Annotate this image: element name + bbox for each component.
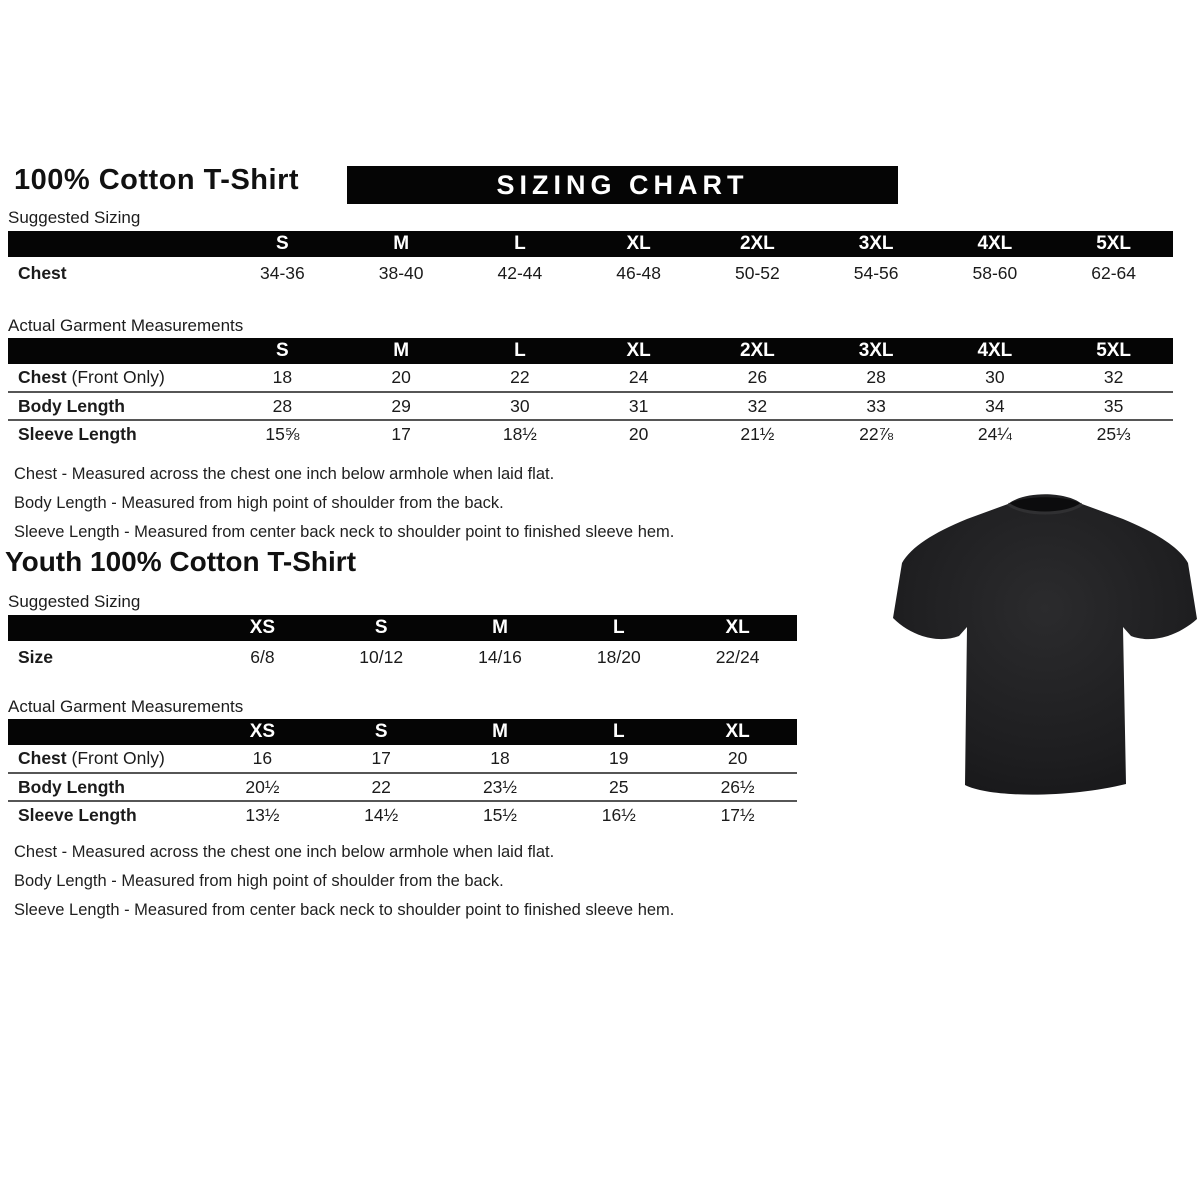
- cell: 16½: [559, 801, 678, 829]
- cell: 17: [371, 748, 391, 768]
- table-row-body-length: [8, 773, 797, 801]
- table-row-chest: [8, 745, 797, 773]
- col-header: L: [461, 338, 580, 364]
- cell: 22: [510, 367, 530, 387]
- cell: 54-56: [853, 262, 899, 283]
- cell: 22/24: [715, 646, 760, 667]
- page-title: 100% Cotton T-Shirt: [14, 164, 300, 196]
- cell: 62-64: [1091, 262, 1136, 283]
- table-header-row: [8, 338, 1173, 364]
- cell: 24: [628, 367, 649, 387]
- table-row-sleeve-length: [8, 801, 797, 829]
- cell: 17½: [678, 801, 797, 829]
- table-header-row: [8, 615, 797, 641]
- col-header: XS: [203, 615, 322, 641]
- adult-suggested-sizing-table: [8, 231, 1173, 289]
- cell: 17: [342, 420, 461, 448]
- youth-suggested-sizing-label: Suggested Sizing: [8, 592, 141, 611]
- note-sleeve-length: Sleeve Length - Measured from center back neck to shoulder point to finished sleeve hem.: [14, 901, 675, 919]
- col-header: M: [441, 615, 560, 641]
- col-header: S: [322, 719, 441, 745]
- col-header: S: [223, 338, 342, 364]
- cell: 6/8: [250, 646, 275, 667]
- col-header: 2XL: [698, 231, 817, 257]
- youth-actual-measurements-label: Actual Garment Measurements: [8, 697, 244, 716]
- col-header: S: [322, 615, 441, 641]
- cell: 33: [817, 392, 936, 420]
- cell: 24¼: [936, 420, 1055, 448]
- col-header: L: [559, 615, 678, 641]
- cell: 18/20: [596, 646, 641, 667]
- cell: 30: [461, 392, 580, 420]
- col-header: XS: [203, 719, 322, 745]
- cell: 20: [391, 367, 411, 387]
- table-row-size: [8, 641, 797, 673]
- adult-actual-measurements-label: Actual Garment Measurements: [8, 316, 244, 335]
- table-header-row: [8, 719, 797, 745]
- col-header: 5XL: [1054, 231, 1173, 257]
- row-label: Chest (Front Only): [18, 748, 165, 768]
- cell: 30: [985, 367, 1005, 387]
- cell: 25⅓: [1054, 420, 1173, 448]
- cell: 58-60: [972, 262, 1018, 283]
- cell: 23½: [441, 773, 560, 801]
- youth-suggested-sizing-table: [8, 615, 797, 673]
- cell: 29: [342, 392, 461, 420]
- table-row-sleeve-length: [8, 420, 1173, 448]
- col-header: XL: [579, 231, 698, 257]
- cell: 32: [698, 392, 817, 420]
- cell: 20½: [203, 773, 322, 801]
- cell: 50-52: [734, 262, 780, 283]
- cell: 20: [727, 748, 748, 768]
- note-chest: Chest - Measured across the chest one inch below armhole when laid flat.: [14, 465, 555, 483]
- cell: 21½: [698, 420, 817, 448]
- cell: 46-48: [616, 262, 661, 283]
- table-header-row: [8, 231, 1173, 257]
- col-header: XL: [678, 719, 797, 745]
- cell: 32: [1103, 367, 1124, 387]
- col-header: S: [223, 231, 342, 257]
- table-row-body-length: [8, 392, 1173, 420]
- cell: 14/16: [478, 646, 522, 667]
- cell: 18: [272, 367, 293, 387]
- col-header: 3XL: [817, 231, 936, 257]
- row-label: Sleeve Length: [8, 420, 223, 448]
- header-spacer: [8, 231, 223, 257]
- cell: 14½: [322, 801, 441, 829]
- tshirt-body-shape: [893, 494, 1197, 794]
- tshirt-icon: [890, 486, 1200, 808]
- table-row: [8, 257, 1173, 289]
- col-header: M: [342, 338, 461, 364]
- col-header: 4XL: [936, 231, 1055, 257]
- col-header: 3XL: [817, 338, 936, 364]
- cell: 34: [936, 392, 1055, 420]
- cell: 15½: [441, 801, 560, 829]
- youth-actual-measurements-table: [8, 719, 797, 829]
- col-header: 4XL: [936, 338, 1055, 364]
- col-header: XL: [579, 338, 698, 364]
- row-label: Size: [18, 646, 54, 667]
- cell: 34-36: [259, 262, 305, 283]
- cell: 22⅞: [817, 420, 936, 448]
- row-label: Sleeve Length: [8, 801, 203, 829]
- row-label: Body Length: [8, 773, 203, 801]
- row-label: Chest: [18, 262, 67, 283]
- row-label: Body Length: [8, 392, 223, 420]
- cell: 22: [322, 773, 441, 801]
- adult-suggested-sizing-label: Suggested Sizing: [8, 208, 141, 227]
- col-header: 5XL: [1054, 338, 1173, 364]
- adult-actual-measurements-table: [8, 338, 1173, 448]
- note-body-length: Body Length - Measured from high point of shoulder from the back.: [14, 494, 504, 512]
- col-header: L: [559, 719, 678, 745]
- table-row-chest: [8, 364, 1173, 392]
- col-header: L: [461, 231, 580, 257]
- cell: 10/12: [359, 646, 404, 667]
- header-spacer: [8, 615, 203, 641]
- cell: 16: [252, 748, 273, 768]
- sizing-chart-banner: SIZING CHART: [347, 166, 898, 204]
- cell: 28: [223, 392, 342, 420]
- note-body-length: Body Length - Measured from high point of shoulder from the back.: [14, 872, 504, 890]
- tshirt-image: [890, 486, 1200, 808]
- cell: 31: [579, 392, 698, 420]
- youth-measurement-notes: [14, 838, 674, 925]
- col-header: M: [342, 231, 461, 257]
- cell: 15⅝: [223, 420, 342, 448]
- cell: 26½: [678, 773, 797, 801]
- cell: 26: [747, 367, 768, 387]
- cell: 18½: [461, 420, 580, 448]
- cell: 28: [866, 367, 886, 387]
- cell: 19: [609, 748, 629, 768]
- header-spacer: [8, 719, 203, 745]
- row-label: Chest (Front Only): [18, 367, 165, 387]
- col-header: M: [441, 719, 560, 745]
- note-sleeve-length: Sleeve Length - Measured from center back neck to shoulder point to finished sleeve hem.: [14, 523, 675, 541]
- note-chest: Chest - Measured across the chest one inch below armhole when laid flat.: [14, 843, 555, 861]
- cell: 18: [490, 748, 510, 768]
- cell: 13½: [203, 801, 322, 829]
- col-header: 2XL: [698, 338, 817, 364]
- cell: 25: [559, 773, 678, 801]
- cell: 35: [1054, 392, 1173, 420]
- header-spacer: [8, 338, 223, 364]
- youth-page-title: Youth 100% Cotton T-Shirt: [5, 546, 357, 577]
- cell: 20: [579, 420, 698, 448]
- cell: 38-40: [378, 262, 424, 283]
- cell: 42-44: [497, 262, 543, 283]
- col-header: XL: [678, 615, 797, 641]
- adult-measurement-notes: [14, 460, 674, 547]
